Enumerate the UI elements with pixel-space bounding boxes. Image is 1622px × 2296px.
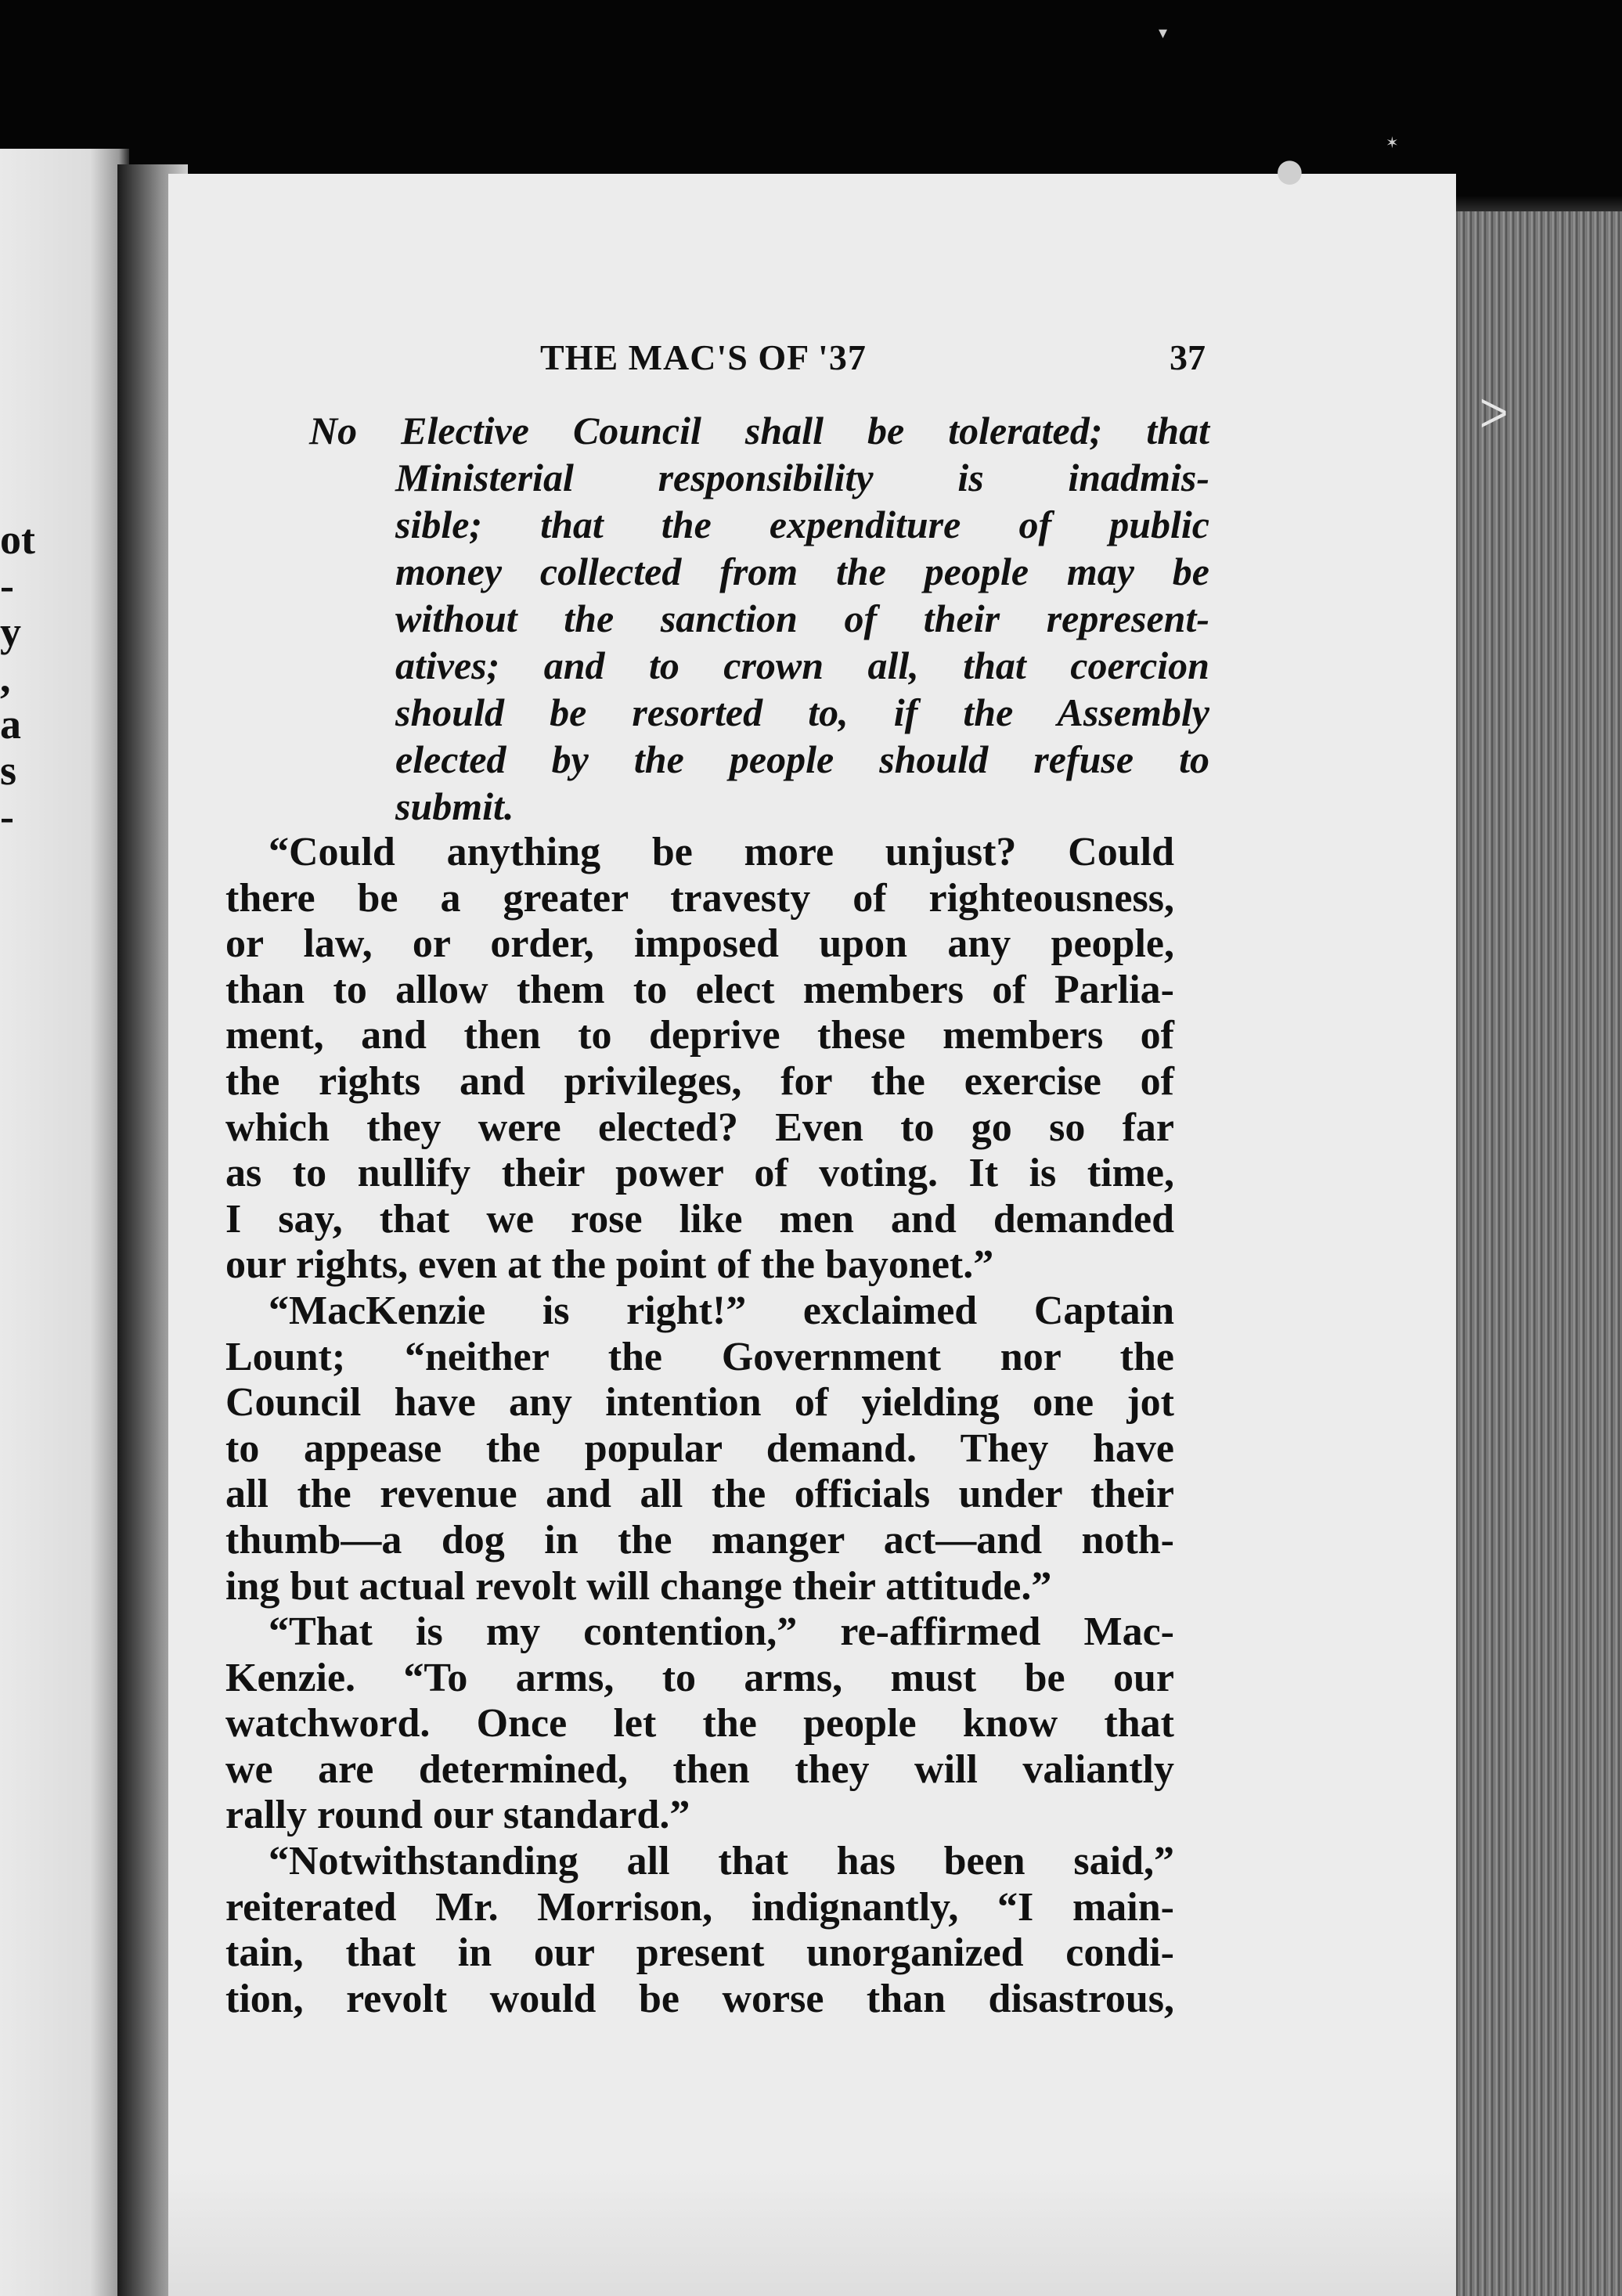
dust-speck: ▾ [1159,23,1168,43]
fragment-line: - [0,562,14,609]
body-line: ment, and then to deprive these members of [225,1013,1174,1058]
italic-line: without the sanction of their represent- [395,597,1209,640]
fragment-line: , [0,654,11,701]
dust-speck: ✶ [1386,133,1399,152]
italic-line: atives; and to crown all, that coercion [395,643,1209,687]
body-line: Kenzie. “To arms, to arms, must be our [225,1655,1174,1700]
body-line: there be a greater travesty of righteousness, [225,875,1174,921]
body-line: we are determined, then they will valiantly [225,1746,1174,1792]
body-text [225,830,1174,2022]
body-line: watchword. Once let the people know that [225,1701,1174,1746]
page-header [235,337,1206,384]
body-line: “MacKenzie is right!” exclaimed Captain [269,1288,1174,1333]
body-line: I say, that we rose like men and demanded [225,1196,1174,1242]
body-line: “That is my contention,” re-affirmed Mac- [269,1609,1174,1655]
body-line: or law, or order, imposed upon any people, [225,921,1174,967]
body-line: the rights and privileges, for the exercise of [225,1058,1174,1104]
page-number: 37 [1170,337,1206,377]
body-line: rally round our standard.” [225,1793,690,1838]
body-line: “Could anything be more unjust? Could [269,830,1174,874]
body-line: thumb—a dog in the manger act—and noth- [225,1517,1174,1563]
italic-line: submit. [395,784,514,828]
fragment-line: s [0,747,17,794]
previous-page-edge [0,149,129,2296]
body-line: tain, that in our present unorganized condi- [225,1930,1174,1976]
body-line: Council have any intention of yielding one jot [225,1380,1174,1426]
italic-quotation-block [309,407,1209,830]
italic-line: No Elective Council shall be tolerated; that [309,409,1209,452]
body-line: Lount; “neither the Government nor the [225,1334,1174,1379]
body-line: which they were elected? Even to go so far [225,1105,1174,1150]
body-line: to appease the popular demand. They have [225,1426,1174,1471]
previous-page-text-fragments [0,516,35,840]
fragment-line: ot [0,516,35,563]
body-line: reiterated Mr. Morrison, indignantly, “I main- [225,1884,1174,1930]
body-line: our rights, even at the point of the bayonet.” [225,1242,994,1288]
body-line: than to allow them to elect members of Parlia- [225,967,1174,1012]
italic-line: elected by the people should refuse to [395,737,1209,781]
italic-line: sible; that the expenditure of public [395,503,1209,546]
page-bottom-margin [168,2168,1456,2296]
fragment-line: - [0,793,14,840]
body-line: tion, revolt would be worse than disastrous, [225,1976,1174,2021]
dust-speck: ● [1276,153,1303,189]
page-stack-edges [1452,211,1622,2296]
italic-line: should be resorted to, if the Assembly [395,690,1209,734]
fragment-line: y [0,608,21,655]
body-line: “Notwithstanding all that has been said,” [269,1839,1174,1884]
italic-line: money collected from the people may be [395,550,1209,593]
body-line: ing but actual revolt will change their attitude.” [225,1563,1052,1609]
body-line: all the revenue and all the officials under their [225,1472,1174,1517]
italic-line: Ministerial responsibility is inadmis- [395,456,1209,499]
body-line: as to nullify their power of voting. It is time, [225,1151,1174,1196]
edge-mark-icon: ᐳ [1480,391,1508,437]
fragment-line: a [0,701,21,748]
running-title: THE MAC'S OF '37 [540,337,867,377]
